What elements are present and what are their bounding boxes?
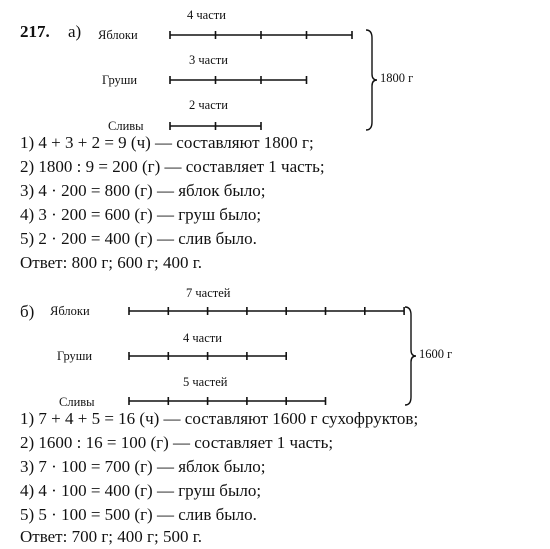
part-b-total-brace bbox=[405, 307, 416, 405]
part-a-plums-label: Сливы bbox=[108, 119, 144, 133]
part-b-answer: Ответ: 700 г; 400 г; 500 г. bbox=[20, 527, 203, 546]
part-b-apples-label: Яблоки bbox=[50, 304, 90, 318]
part-b-solution-line: 4) 4 · 100 = 400 (г) — груш было; bbox=[20, 481, 262, 500]
part-a-answer: Ответ: 800 г; 600 г; 400 г. bbox=[20, 253, 203, 272]
part-a-solution-line: 4) 3 · 200 = 600 (г) — груш было; bbox=[20, 205, 262, 224]
part-b-total: 1600 г bbox=[419, 347, 453, 361]
part-a-solution-line: 5) 2 · 200 = 400 (г) — слив было. bbox=[20, 229, 257, 248]
part-b-pears-label: Груши bbox=[57, 349, 93, 363]
part-a-marker: а) bbox=[68, 22, 82, 41]
part-a-apples-parts-label: 4 части bbox=[187, 8, 226, 22]
part-a-pears-parts-label: 3 части bbox=[189, 53, 228, 67]
part-b-pears-parts-label: 4 части bbox=[183, 331, 222, 345]
part-b-solution-line: 3) 7 · 100 = 700 (г) — яблок было; bbox=[20, 457, 266, 476]
problem-number: 217. bbox=[20, 22, 50, 41]
part-b-marker: б) bbox=[20, 302, 35, 321]
part-a-total: 1800 г bbox=[380, 71, 414, 85]
part-a-solution-line: 3) 4 · 200 = 800 (г) — яблок было; bbox=[20, 181, 266, 200]
part-b-apples-parts-label: 7 частей bbox=[186, 286, 231, 300]
part-b-solution-line: 1) 7 + 4 + 5 = 16 (ч) — составляют 1600 г сухофруктов; bbox=[20, 409, 419, 428]
part-a-solution-line: 2) 1800 : 9 = 200 (г) — составляет 1 часть; bbox=[20, 157, 325, 176]
part-b-plums-label: Сливы bbox=[59, 395, 95, 409]
part-a-apples-label: Яблоки bbox=[98, 28, 138, 42]
part-b-solution-line: 5) 5 · 100 = 500 (г) — слив было. bbox=[20, 505, 257, 524]
part-a-total-brace bbox=[366, 30, 377, 130]
part-a-plums-parts-label: 2 части bbox=[189, 98, 228, 112]
part-a-pears-label: Груши bbox=[102, 73, 138, 87]
part-b-plums-parts-label: 5 частей bbox=[183, 375, 228, 389]
part-b-solution-line: 2) 1600 : 16 = 100 (г) — составляет 1 часть; bbox=[20, 433, 334, 452]
part-a-solution-line: 1) 4 + 3 + 2 = 9 (ч) — составляют 1800 г; bbox=[20, 133, 314, 152]
